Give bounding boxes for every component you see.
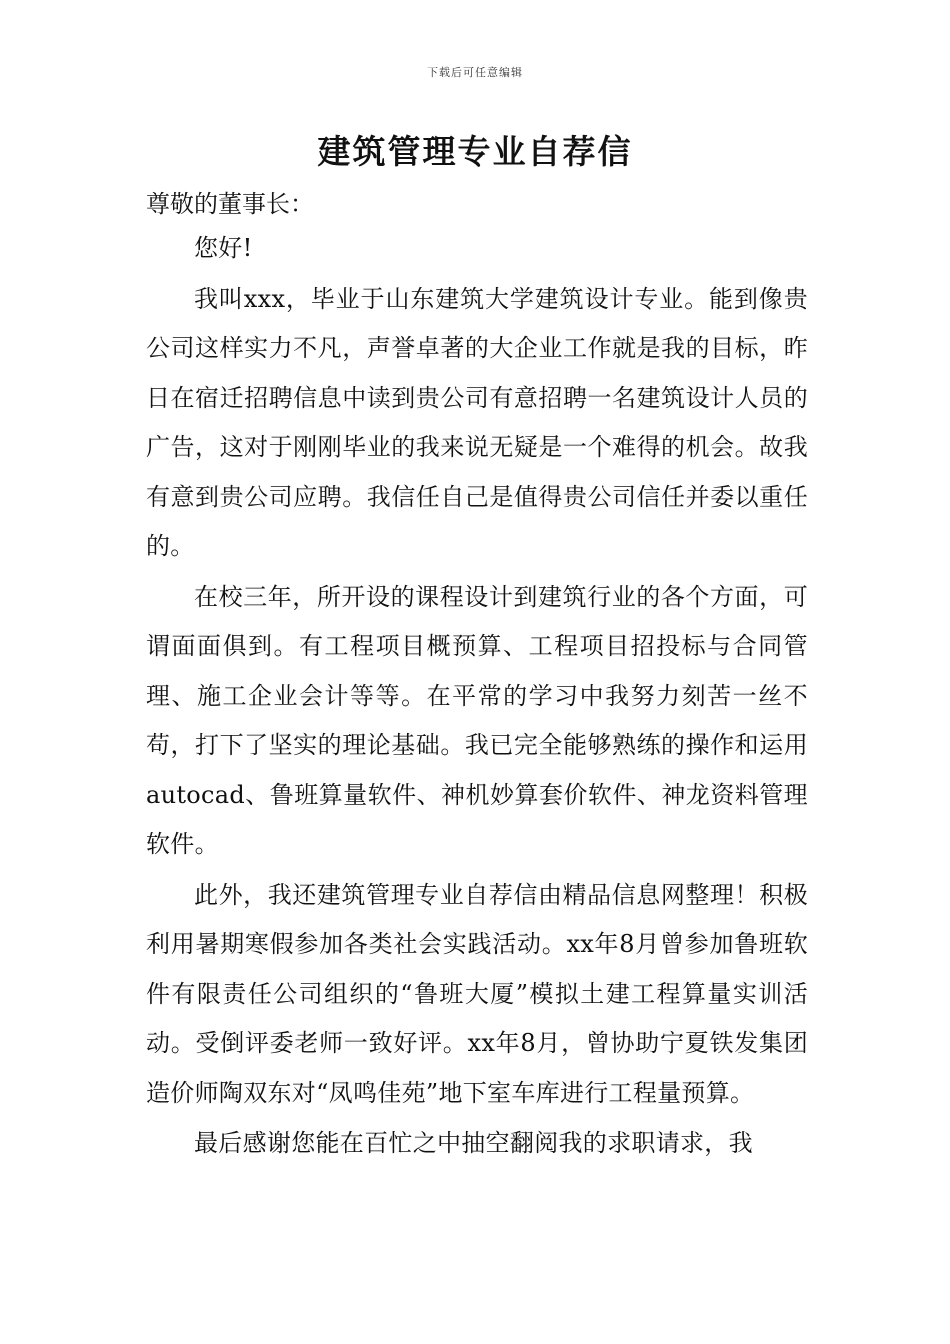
paragraph-intro: 我叫xxx，毕业于山东建筑大学建筑设计专业。能到像贵公司这样实力不凡，声誉卓著的大企业工作就是我的目标，昨日在宿迁招聘信息中读到贵公司有意招聘一名建筑设计人员的广告，这对于刚刚毕业的我来说无疑是一个难得的机会。故我有意到贵公司应聘。我信任自己是值得贵公司信任并委以重任的。 <box>146 284 808 560</box>
page-title: 建筑管理专业自荐信 <box>317 132 633 171</box>
letter-body <box>146 224 808 1170</box>
greeting: 您好! <box>194 234 253 262</box>
header-note: 下载后可任意编辑 <box>427 66 523 79</box>
salutation: 尊敬的董事长： <box>146 190 314 218</box>
paragraph-education: 在校三年，所开设的课程设计到建筑行业的各个方面，可谓面面俱到。有工程项目概预算、工程项目招投标与合同管理、施工企业会计等等。在平常的学习中我努力刻苦一丝不苟，打下了坚实的理论基础。我已完全能够熟练的操作和运用autocad、鲁班算量软件、神机妙算套价软件、神龙资料管理软件。 <box>146 582 808 858</box>
paragraph-practice: 此外，我还建筑管理专业自荐信由精品信息网整理！积极利用暑期寒假参加各类社会实践活动。xx年8月曾参加鲁班软件有限责任公司组织的“鲁班大厦”模拟土建工程算量实训活动。受倒评委老师一致好评。xx年8月，曾协助宁夏铁发集团造价师陶双东对“凤鸣佳苑”地下室车库进行工程量预算。 <box>146 880 808 1107</box>
paragraph-closing: 最后感谢您能在百忙之中抽空翻阅我的求职请求，我 <box>194 1129 753 1157</box>
